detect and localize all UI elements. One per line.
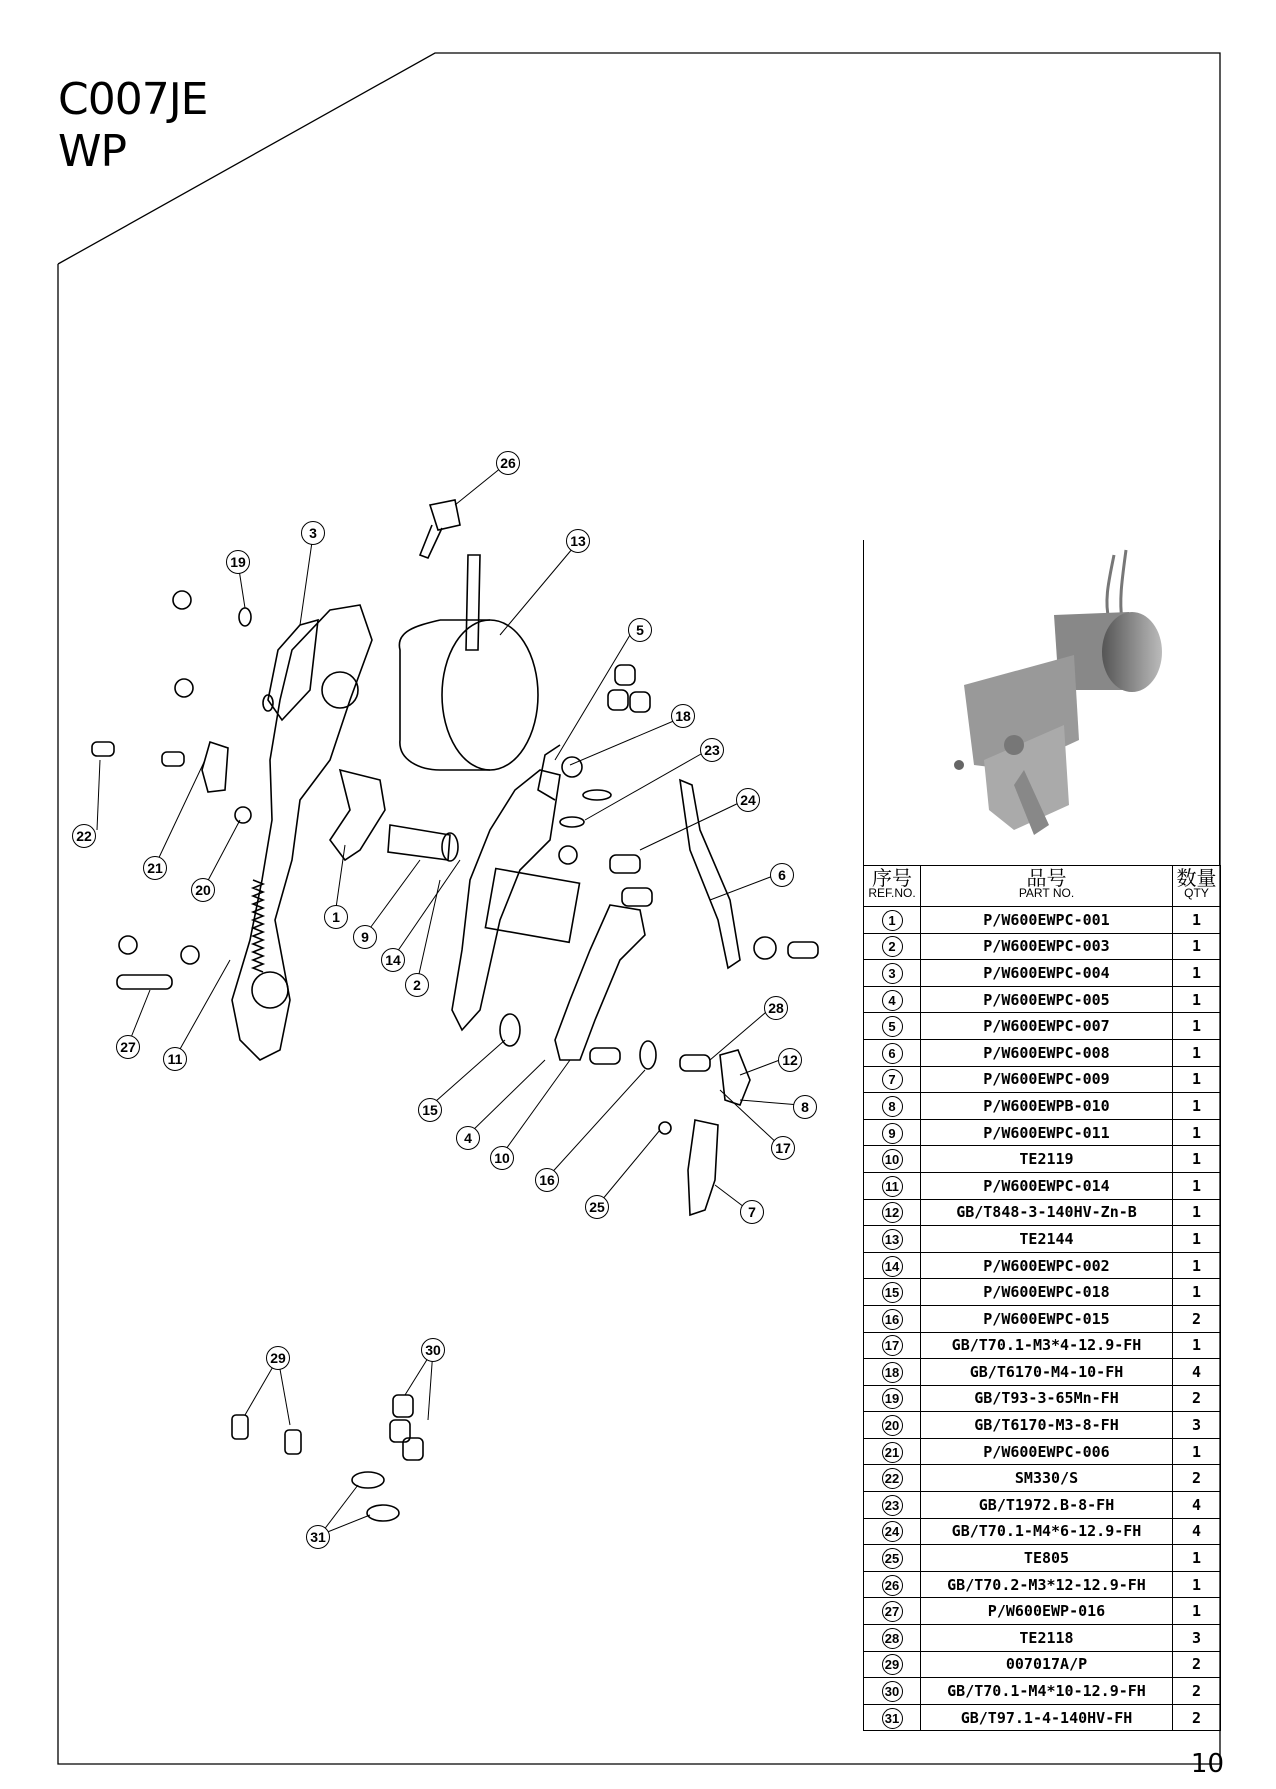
bracket-3 [268,620,318,720]
ref-number: 6 [882,1043,903,1064]
ref-cell [864,1199,921,1226]
ref-cell [864,986,921,1013]
table-row [864,1678,1221,1705]
table-row [864,1625,1221,1652]
callout-3: 3 [301,521,325,545]
part-number: TE2118 [921,1625,1173,1652]
washer-31a [352,1472,384,1488]
nut-18 [175,679,193,697]
parts-body [864,907,1221,1731]
ref-number: 17 [882,1335,903,1356]
callout-25: 25 [585,1195,609,1219]
quantity: 2 [1173,1704,1221,1731]
callout-21: 21 [143,856,167,880]
part-number: 007017A/P [921,1651,1173,1678]
table-row [864,1704,1221,1731]
callout-8: 8 [793,1095,817,1119]
part-number: P/W600EWPC-014 [921,1172,1173,1199]
leader-lines [97,463,800,1535]
part-number: GB/T6170-M3-8-FH [921,1412,1173,1439]
motor-front [442,620,538,770]
table-row [864,1013,1221,1040]
table-row [864,1172,1221,1199]
spring-11 [253,880,263,972]
part-number: P/W600EWPC-005 [921,986,1173,1013]
part-number: P/W600EWPC-002 [921,1252,1173,1279]
quantity: 1 [1173,1279,1221,1306]
quantity: 1 [1173,1571,1221,1598]
quantity: 1 [1173,1598,1221,1625]
part-number: P/W600EWPC-004 [921,960,1173,987]
ref-cell [864,1678,921,1705]
ref-cell [864,1332,921,1359]
ref-cell [864,1172,921,1199]
part-number: P/W600EWPC-001 [921,907,1173,934]
ref-cell [864,1545,921,1572]
callout-27: 27 [116,1035,140,1059]
table-row [864,1093,1221,1120]
ref-number: 26 [882,1575,903,1596]
ref-cell [864,1119,921,1146]
part-7 [688,1120,718,1215]
part-number: P/W600EWPC-015 [921,1305,1173,1332]
ref-number: 15 [882,1282,903,1303]
ref-cell [864,1305,921,1332]
pin-29a [232,1415,248,1439]
quantity: 1 [1173,1438,1221,1465]
ref-cell [864,1598,921,1625]
callout-19: 19 [226,550,250,574]
quantity: 1 [1173,1172,1221,1199]
quantity: 1 [1173,1013,1221,1040]
table-row [864,1279,1221,1306]
callout-6: 6 [770,863,794,887]
callout-13: 13 [566,529,590,553]
part-number: TE805 [921,1545,1173,1572]
ref-cell [864,1518,921,1545]
ref-number: 29 [882,1654,903,1675]
ref-number: 11 [882,1176,903,1197]
table-row [864,1385,1221,1412]
part-number: P/W600EWPC-003 [921,933,1173,960]
callout-28: 28 [764,996,788,1020]
quantity: 1 [1173,1199,1221,1226]
quantity: 1 [1173,1226,1221,1253]
ref-number: 5 [882,1016,903,1037]
part-number: P/W600EWPC-009 [921,1066,1173,1093]
pin-22a [92,742,114,756]
col-ref: 序号 REF.NO. [864,866,921,907]
ref-number: 9 [882,1123,903,1144]
variant-code: WP [58,126,127,177]
screw-26 [420,500,460,558]
table-row [864,1518,1221,1545]
table-row [864,907,1221,934]
callout-24: 24 [736,788,760,812]
quantity: 1 [1173,1252,1221,1279]
callout-30: 30 [421,1338,445,1362]
quantity: 1 [1173,933,1221,960]
table-row [864,960,1221,987]
ref-cell [864,1571,921,1598]
ref-number: 3 [882,963,903,984]
ref-number: 18 [882,1362,903,1383]
ref-cell [864,1385,921,1412]
callout-1: 1 [324,905,348,929]
quantity: 1 [1173,1146,1221,1173]
ref-number: 2 [882,936,903,957]
page-number: 10 [1190,1749,1224,1779]
callout-16: 16 [535,1168,559,1192]
ref-cell [864,1492,921,1519]
quantity: 1 [1173,986,1221,1013]
ref-cell [864,1412,921,1439]
quantity: 1 [1173,960,1221,987]
quantity: 1 [1173,907,1221,934]
table-row [864,1651,1221,1678]
col-part: 品号 PART NO. [921,866,1173,907]
callout-22: 22 [72,824,96,848]
part-number: GB/T848-3-140HV-Zn-B [921,1199,1173,1226]
quantity: 4 [1173,1359,1221,1386]
nut-19a [173,591,191,609]
table-row [864,1598,1221,1625]
part-number: GB/T70.1-M3*4-12.9-FH [921,1332,1173,1359]
table-row [864,1199,1221,1226]
shaft-9 [388,825,450,860]
callout-12: 12 [778,1048,802,1072]
table-row [864,1545,1221,1572]
lever-10 [555,905,645,1060]
ref-cell [864,933,921,960]
callout-10: 10 [490,1146,514,1170]
part-number: P/W600EWPC-006 [921,1438,1173,1465]
quantity: 1 [1173,1039,1221,1066]
table-row [864,1465,1221,1492]
ref-cell [864,1465,921,1492]
bracket-2 [330,770,385,860]
part-number: GB/T6170-M4-10-FH [921,1359,1173,1386]
washer-19 [239,608,251,626]
table-row [864,1571,1221,1598]
ref-cell [864,1039,921,1066]
ref-number: 12 [882,1202,903,1223]
plate-14 [452,770,560,1030]
ref-cell [864,1226,921,1253]
part-8 [720,1050,750,1105]
callout-7: 7 [740,1200,764,1224]
pin-27 [117,975,172,989]
callout-5: 5 [628,618,652,642]
table-row [864,1119,1221,1146]
ref-number: 27 [882,1601,903,1622]
part-number: GB/T97.1-4-140HV-FH [921,1704,1173,1731]
part-number: TE2144 [921,1226,1173,1253]
part-number: P/W600EWPC-007 [921,1013,1173,1040]
quantity: 1 [1173,1066,1221,1093]
part-number: P/W600EWPC-018 [921,1279,1173,1306]
assembly-photo-render [864,540,1218,865]
ref-cell [864,1359,921,1386]
ref-number: 10 [882,1149,903,1170]
callout-18: 18 [671,704,695,728]
ref-number: 24 [882,1521,903,1542]
parts-table [863,865,1221,1731]
ref-cell [864,1651,921,1678]
ref-cell [864,1279,921,1306]
part-number: GB/T70.1-M4*6-12.9-FH [921,1518,1173,1545]
assembly-photo [863,540,1220,865]
ref-number: 7 [882,1069,903,1090]
col-qty: 数量 QTY [1173,866,1221,907]
table-row [864,1305,1221,1332]
table-row [864,1066,1221,1093]
callout-29: 29 [266,1346,290,1370]
ref-number: 8 [882,1096,903,1117]
part-number: GB/T1972.B-8-FH [921,1492,1173,1519]
table-row [864,1412,1221,1439]
part-number: GB/T93-3-65Mn-FH [921,1385,1173,1412]
part-number: TE2119 [921,1146,1173,1173]
callout-11: 11 [163,1047,187,1071]
ref-number: 23 [882,1495,903,1516]
quantity: 2 [1173,1385,1221,1412]
ref-number: 22 [882,1468,903,1489]
table-row [864,933,1221,960]
part-number: P/W600EWP-016 [921,1598,1173,1625]
ref-number: 21 [882,1442,903,1463]
part-number: P/W600EWPC-008 [921,1039,1173,1066]
quantity: 1 [1173,1093,1221,1120]
ref-cell [864,960,921,987]
quantity: 2 [1173,1465,1221,1492]
ref-number: 28 [882,1628,903,1649]
part-number: GB/T70.1-M4*10-12.9-FH [921,1678,1173,1705]
table-row [864,1438,1221,1465]
ref-number: 14 [882,1256,903,1277]
ref-cell [864,1093,921,1120]
callout-26: 26 [496,451,520,475]
ref-number: 16 [882,1309,903,1330]
ref-number: 30 [882,1681,903,1702]
ref-cell [864,1625,921,1652]
table-row [864,1039,1221,1066]
quantity: 1 [1173,1119,1221,1146]
callout-15: 15 [418,1098,442,1122]
quantity: 2 [1173,1678,1221,1705]
ref-number: 1 [882,910,903,931]
part-6 [680,780,740,968]
ref-number: 4 [882,990,903,1011]
table-row [864,1252,1221,1279]
model-code: C007JE [58,74,208,125]
callout-14: 14 [381,948,405,972]
ref-cell [864,907,921,934]
table-row [864,1332,1221,1359]
callout-9: 9 [353,925,377,949]
quantity: 1 [1173,1545,1221,1572]
table-row [864,1226,1221,1253]
callout-23: 23 [700,738,724,762]
callout-17: 17 [771,1136,795,1160]
ref-cell [864,1252,921,1279]
bolt-30a [393,1395,413,1417]
ref-number: 20 [882,1415,903,1436]
ref-number: 13 [882,1229,903,1250]
quantity: 4 [1173,1518,1221,1545]
callout-31: 31 [306,1525,330,1549]
callout-2: 2 [405,973,429,997]
bracket-21 [202,742,228,792]
callout-4: 4 [456,1126,480,1150]
quantity: 3 [1173,1412,1221,1439]
quantity: 2 [1173,1651,1221,1678]
callout-20: 20 [191,878,215,902]
ref-number: 31 [882,1708,903,1729]
quantity: 1 [1173,1332,1221,1359]
table-row [864,1492,1221,1519]
ref-number: 25 [882,1548,903,1569]
ref-cell [864,1438,921,1465]
quantity: 2 [1173,1305,1221,1332]
main-plate [232,605,372,1060]
part-number: GB/T70.2-M3*12-12.9-FH [921,1571,1173,1598]
table-row [864,1359,1221,1386]
ref-cell [864,1066,921,1093]
table-header [864,866,1221,907]
table-row [864,1146,1221,1173]
ref-cell [864,1013,921,1040]
table-row [864,986,1221,1013]
ref-cell [864,1146,921,1173]
ref-number: 19 [882,1388,903,1409]
part-number: P/W600EWPC-011 [921,1119,1173,1146]
part-number: SM330/S [921,1465,1173,1492]
nut-20 [235,807,251,823]
quantity: 4 [1173,1492,1221,1519]
quantity: 3 [1173,1625,1221,1652]
part-number: P/W600EWPB-010 [921,1093,1173,1120]
ref-cell [864,1704,921,1731]
